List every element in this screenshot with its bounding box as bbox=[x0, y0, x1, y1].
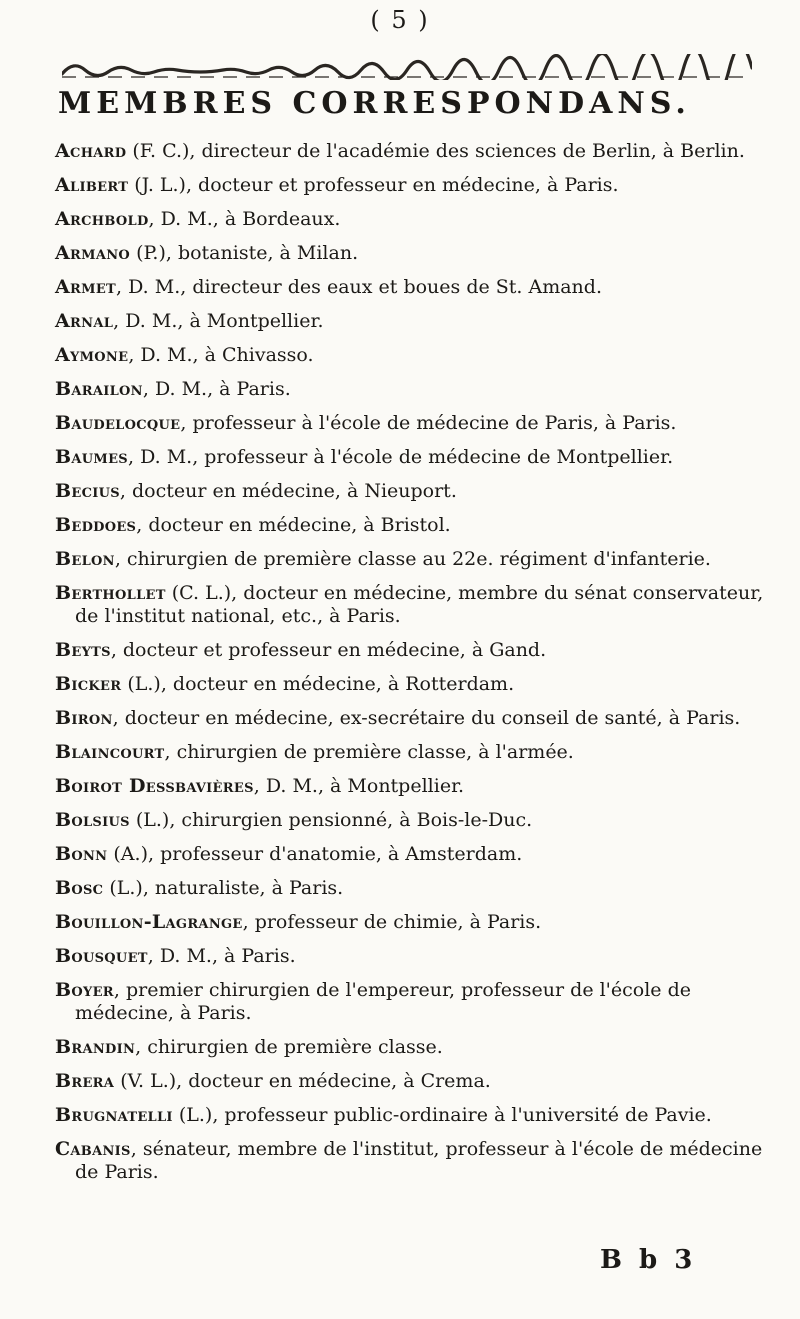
list-item: Achard (F. C.), directeur de l'académie des sciences de Berlin, à Berlin. bbox=[55, 140, 745, 162]
list-item: Belon, chirurgien de première classe au 22e. régiment d'infanterie. bbox=[55, 548, 711, 570]
list-item: Beyts, docteur et professeur en médecine, à Gand. bbox=[55, 639, 547, 661]
list-item: Brugnatelli (L.), professeur public-ordinaire à l'université de Pavie. bbox=[55, 1104, 712, 1126]
list-item: Aymone, D. M., à Chivasso. bbox=[55, 344, 314, 366]
ornament-border bbox=[62, 54, 752, 80]
list-item: Boyer, premier chirurgien de l'empereur, professeur de l'école de médecine, à Paris. bbox=[55, 979, 691, 1024]
list-item: Archbold, D. M., à Bordeaux. bbox=[55, 208, 341, 230]
signature-mark: B b 3 bbox=[600, 1245, 697, 1275]
list-item: Bolsius (L.), chirurgien pensionné, à Bois-le-Duc. bbox=[55, 809, 533, 831]
list-item: Becius, docteur en médecine, à Nieuport. bbox=[55, 480, 457, 502]
list-item: Alibert (J. L.), docteur et professeur en médecine, à Paris. bbox=[55, 174, 619, 196]
list-item: Bosc (L.), naturaliste, à Paris. bbox=[55, 877, 344, 899]
list-item: Bonn (A.), professeur d'anatomie, à Amsterdam. bbox=[55, 843, 523, 865]
list-item: Cabanis, sénateur, membre de l'institut, professeur à l'école de médecine de Paris. bbox=[55, 1138, 763, 1183]
list-item: Bousquet, D. M., à Paris. bbox=[55, 945, 296, 967]
list-item: Blaincourt, chirurgien de première classe, à l'armée. bbox=[55, 741, 574, 763]
list-item: Arnal, D. M., à Montpellier. bbox=[55, 310, 324, 332]
page-title: MEMBRES CORRESPONDANS. bbox=[58, 86, 691, 121]
list-item: Berthollet (C. L.), docteur en médecine, membre du sénat conservateur, de l'institut national, etc., à Paris. bbox=[55, 582, 764, 627]
list-item: Armano (P.), botaniste, à Milan. bbox=[55, 242, 359, 264]
list-item: Beddoes, docteur en médecine, à Bristol. bbox=[55, 514, 451, 536]
list-item: Bouillon-Lagrange, professeur de chimie, à Paris. bbox=[55, 911, 542, 933]
list-item: Brandin, chirurgien de première classe. bbox=[55, 1036, 443, 1058]
list-item: Brera (V. L.), docteur en médecine, à Crema. bbox=[55, 1070, 491, 1092]
list-item: Baudelocque, professeur à l'école de médecine de Paris, à Paris. bbox=[55, 412, 677, 434]
list-item: Armet, D. M., directeur des eaux et boues de St. Amand. bbox=[55, 276, 602, 298]
list-item: Biron, docteur en médecine, ex-secrétaire du conseil de santé, à Paris. bbox=[55, 707, 741, 729]
list-item: Baumes, D. M., professeur à l'école de médecine de Montpellier. bbox=[55, 446, 674, 468]
page-number: ( 5 ) bbox=[370, 6, 430, 34]
list-item: Barailon, D. M., à Paris. bbox=[55, 378, 291, 400]
list-item: Boirot Dessbavières, D. M., à Montpellier. bbox=[55, 775, 465, 797]
member-list bbox=[55, 140, 785, 1195]
list-item: Bicker (L.), docteur en médecine, à Rotterdam. bbox=[55, 673, 515, 695]
